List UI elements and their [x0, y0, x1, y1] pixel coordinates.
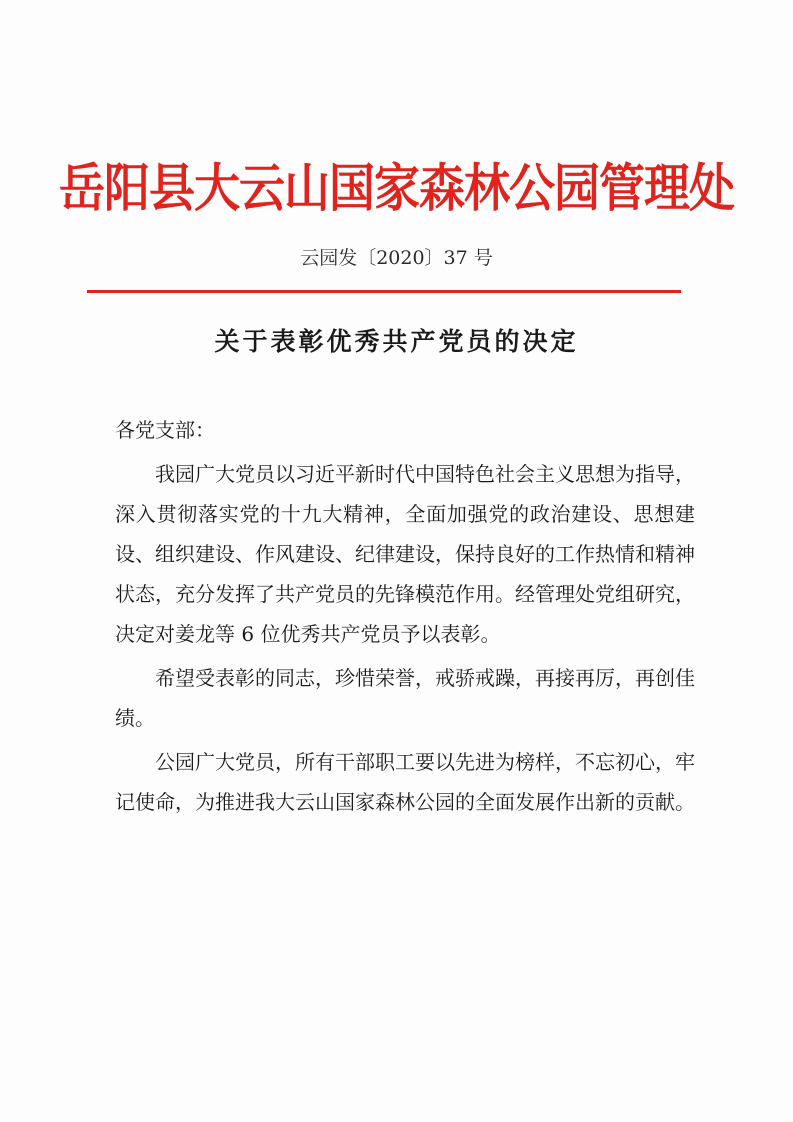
body-paragraph-1: 我园广大党员以习近平新时代中国特色社会主义思想为指导，深入贯彻落实党的十九大精神，全面加强党的政治建设、思想建设、组织建设、作风建设、纪律建设，保持良好的工作热情和精神状态，充分发挥了共产党员的先锋模范作用。经管理处党组研究，决定对姜龙等 6 位优秀共产党员予以表彰。 — [115, 462, 695, 646]
document-title: 关于表彰优秀共产党员的决定 — [214, 327, 579, 356]
organization-header: 岳阳县大云山国家森林公园管理处 — [59, 158, 734, 219]
salutation: 各党支部： — [115, 418, 215, 442]
document-number: 云园发〔2020〕37 号 — [300, 247, 493, 269]
document-body — [115, 410, 695, 822]
body-paragraph-3: 公园广大党员，所有干部职工要以先进为榜样，不忘初心，牢记使命，为推进我大云山国家森林公园的全面发展作出新的贡献。 — [115, 750, 695, 814]
red-separator-line — [87, 290, 681, 293]
body-paragraph-2: 希望受表彰的同志，珍惜荣誉，戒骄戒躁，再接再厉，再创佳绩。 — [115, 666, 695, 730]
